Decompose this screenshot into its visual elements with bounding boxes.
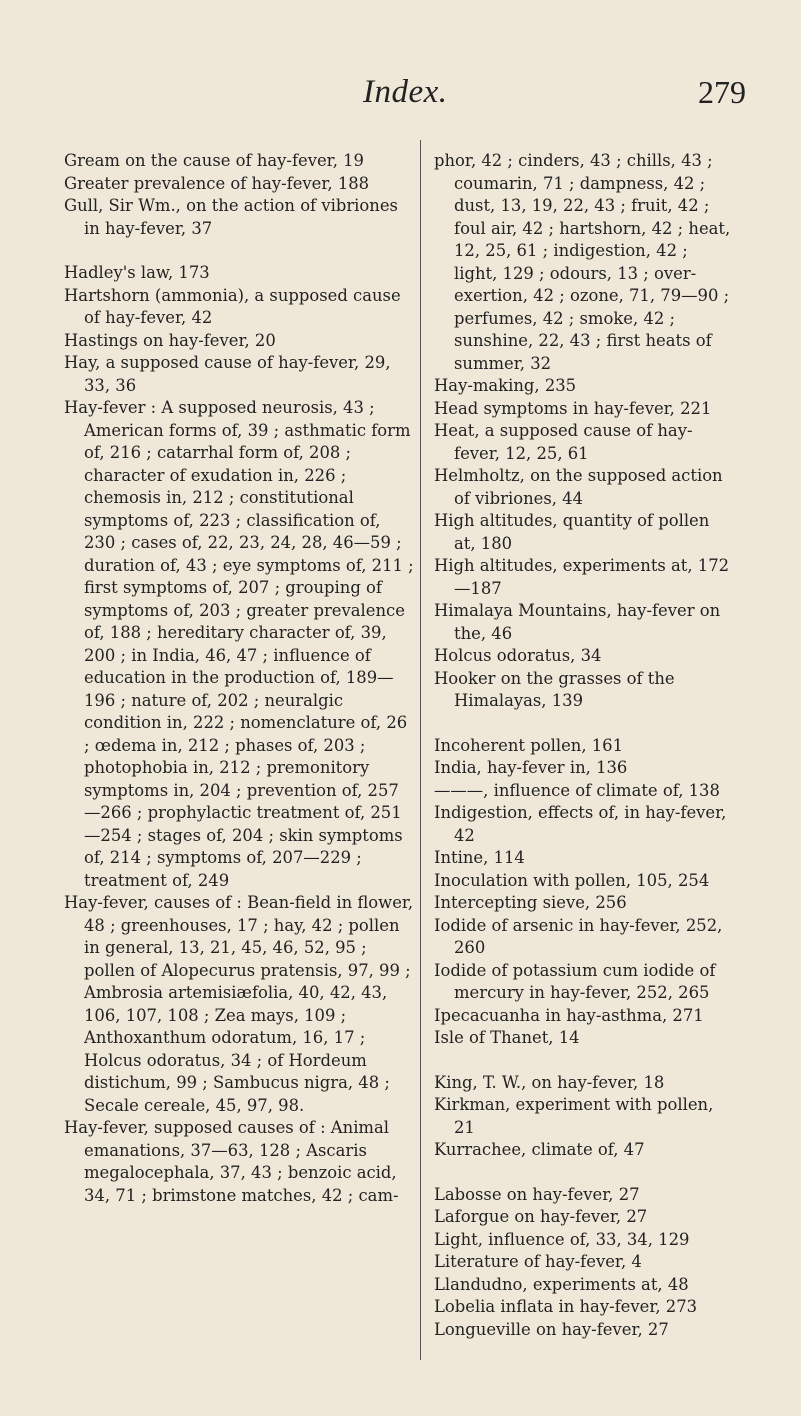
index-entry: Gull, Sir Wm., on the action of vibriones in hay-fever, 37 <box>64 196 398 238</box>
index-entry: Holcus odoratus, 34 <box>434 646 602 665</box>
index-entry: Ipecacuanha in hay-asthma, 271 <box>434 1005 704 1025</box>
index-entry: Kurrachee, climate of, 47 <box>434 1140 645 1159</box>
index-entry: High altitudes, quantity of pollen at, 180 <box>434 511 710 553</box>
index-entry: Hay-fever, supposed causes of : Animal emanations, 37—63, 128 ; Ascaris megalocephala, 37, 43 ; benzoic acid, 34, 71 ; brimstone matches, 42 ; cam- <box>64 1118 399 1205</box>
index-entry: Light, influence of, 33, 34, 129 <box>434 1229 690 1249</box>
index-entry: Intercepting sieve, 256 <box>434 893 627 912</box>
index-entry: Llandudno, experiments at, 48 <box>434 1274 689 1294</box>
entry-gap <box>64 240 414 262</box>
index-entry: Greater prevalence of hay-fever, 188 <box>64 173 370 193</box>
index-entry: Hartshorn (ammonia), a supposed cause of hay-fever, 42 <box>64 285 401 327</box>
index-entry: Iodide of potassium cum iodide of mercury in hay-fever, 252, 265 <box>434 960 716 1002</box>
index-entry: Hastings on hay-fever, 20 <box>64 330 276 350</box>
entry-gap <box>434 1162 734 1184</box>
entry-gap <box>434 1050 734 1072</box>
index-entry: Iodide of arsenic in hay-fever, 252, 260 <box>434 915 723 957</box>
index-entry: Labosse on hay-fever, 27 <box>434 1184 640 1204</box>
index-entry: Hooker on the grasses of the Himalayas, 139 <box>434 668 675 710</box>
index-entry: Hay-fever, causes of : Bean-field in flower, 48 ; greenhouses, 17 ; hay, 42 ; pollen in general, 13, 21, 45, 46, 52, 95 ; pollen of Alopecurus pratensis, 97, 99 ; Ambrosia artemisiæfolia, 40, 42, 43, 106, 107, 108 ; Zea mays, 109 ; Anthoxanthum odoratum, 16, 17 ; Holcus odoratus, 34 ; of Hordeum distichum, 99 ; Sambucus nigra, 48 ; Secale cereale, 45, 97, 98. <box>64 893 414 1115</box>
index-entry: Incoherent pollen, 161 <box>434 735 624 755</box>
index-entry: Heat, a supposed cause of hay-fever, 12, 25, 61 <box>434 421 693 463</box>
index-entry: Indigestion, effects of, in hay-fever, 42 <box>434 803 727 845</box>
index-entry: Hay-fever : A supposed neurosis, 43 ; American forms of, 39 ; asthmatic form of, 216 ; catarrhal form of, 208 ; character of exudation in, 226 ; chemosis in, 212 ; constitutional symptoms of, 223 ; classification of, 230 ; cases of, 22, 23, 24, 28, 46—59 ; duration of, 43 ; eye symptoms of, 211 ; first symptoms of, 207 ; grouping of symptoms of, 203 ; greater prevalence of, 188 ; hereditary character of, 39, 200 ; in India, 46, 47 ; influence of education in the production of, 189—196 ; nature of, 202 ; neuralgic condition in, 222 ; nomenclature of, 26 ; œdema in, 212 ; phases of, 203 ; photophobia in, 212 ; premonitory symptoms in, 204 ; prevention of, 257—266 ; prophylactic treatment of, 251—254 ; stages of, 204 ; skin symptoms of, 214 ; symptoms of, 207—229 ; treatment of, 249 <box>64 398 414 890</box>
column-divider <box>420 140 421 1360</box>
index-entry: Head symptoms in hay-fever, 221 <box>434 398 712 418</box>
index-entry: High altitudes, experiments at, 172—187 <box>434 556 730 598</box>
index-entry: India, hay-fever in, 136 <box>434 758 628 777</box>
index-entry: Himalaya Mountains, hay-fever on the, 46 <box>434 601 721 643</box>
entry-gap <box>434 713 734 735</box>
index-entry: Intine, 114 <box>434 848 525 867</box>
index-entry: Literature of hay-fever, 4 <box>434 1252 642 1271</box>
index-entry: Isle of Thanet, 14 <box>434 1028 580 1047</box>
index-column-right <box>434 150 734 1341</box>
index-entry: Longueville on hay-fever, 27 <box>434 1319 669 1339</box>
index-entry: Gream on the cause of hay-fever, 19 <box>64 151 364 170</box>
index-entry: Kirkman, experiment with pollen, 21 <box>434 1095 714 1137</box>
index-entry: Lobelia inflata in hay-fever, 273 <box>434 1297 698 1316</box>
index-entry: ———, influence of climate of, 138 <box>434 780 720 800</box>
index-entry: King, T. W., on hay-fever, 18 <box>434 1072 665 1092</box>
index-entry: Helmholtz, on the supposed action of vibriones, 44 <box>434 466 723 508</box>
page-number: 279 <box>698 74 746 110</box>
running-title: Index. <box>363 74 448 110</box>
index-entry: Hay-making, 235 <box>434 376 577 395</box>
index-entry: Hay, a supposed cause of hay-fever, 29, 33, 36 <box>64 353 391 395</box>
index-entry: Inoculation with pollen, 105, 254 <box>434 870 710 890</box>
page-header <box>0 74 801 114</box>
index-column-left <box>64 150 414 1207</box>
index-entry: Laforgue on hay-fever, 27 <box>434 1207 648 1226</box>
index-entry: phor, 42 ; cinders, 43 ; chills, 43 ; coumarin, 71 ; dampness, 42 ; dust, 13, 19, 22, 43 ; fruit, 42 ; foul air, 42 ; hartshorn, 42 ; heat, 12, 25, 61 ; indigestion, 42 ; light, 129 ; odours, 13 ; over-exertion, 42 ; ozone, 71, 79—90 ; perfumes, 42 ; smoke, 42 ; sunshine, 22, 43 ; first heats of summer, 32 <box>434 151 731 373</box>
index-entry: Hadley's law, 173 <box>64 263 210 282</box>
